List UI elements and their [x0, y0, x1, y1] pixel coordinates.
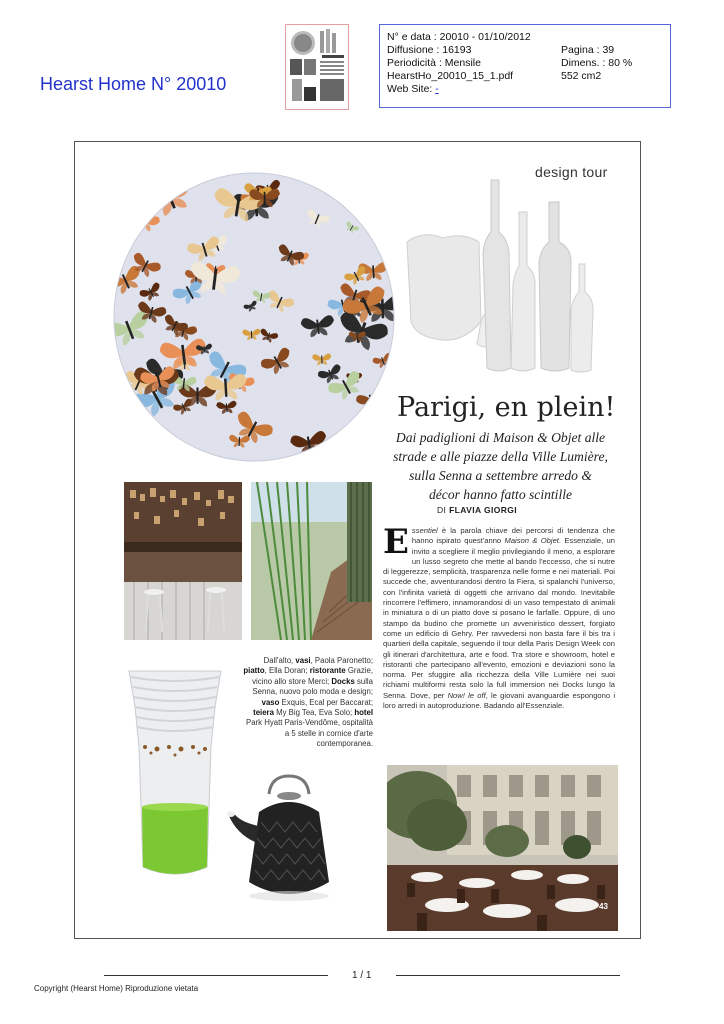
ceramic-vases-image: [403, 172, 608, 382]
periodicita: Periodicità : Mensile: [387, 57, 481, 69]
butterfly: [147, 172, 186, 197]
diffusione: Diffusione : 16193: [387, 44, 472, 56]
photo-caption: [241, 656, 373, 750]
section-label: design tour: [535, 164, 608, 180]
article-body: [383, 522, 616, 711]
caption-bold: Docks: [331, 676, 355, 686]
caption-text: , Paola Paronetto;: [310, 656, 373, 665]
byline-prefix: DI: [437, 505, 450, 515]
publication-title: Hearst Home N° 20010: [40, 74, 227, 94]
caption-bold: vaso: [261, 697, 280, 707]
website-label: Web Site:: [387, 83, 436, 95]
body-italic-1: ssentiel: [411, 526, 438, 535]
byline-author: FLAVIA GIORGI: [449, 505, 518, 515]
body-text-1: è la parola chiave dei percorsi di tendenza che hanno ispirato quest'anno: [411, 526, 615, 546]
crystal-vase-image: [125, 667, 225, 907]
footer-divider-left: [104, 975, 328, 976]
caption-text: , Ella Doran;: [264, 666, 310, 676]
caption-text: sulla Senna, nuovo polo moda e design;: [252, 676, 373, 697]
caption-bold: piatto: [243, 666, 265, 676]
number-date: N° e data : 20010 - 01/10/2012: [387, 31, 531, 43]
butterfly: [133, 191, 157, 212]
hotel-courtyard-photo: [387, 765, 618, 931]
byline: [437, 505, 517, 515]
restaurant-interior-photo: [124, 482, 242, 640]
body-text-3: , le giovani avanguardie espongono i loro arredi in autoproduzione. Badando all'Essenziale.: [383, 690, 616, 711]
butterfly-tray-image: [113, 172, 395, 462]
caption-text: Exquis, Ecal per Baccarat;: [279, 697, 373, 707]
copyright-notice: Copyright (Hearst Home) Riproduzione vietata: [34, 984, 199, 993]
butterfly: [131, 186, 162, 207]
caption-bold: hotel: [354, 708, 373, 718]
caption-text: Grazie, vicino allo store Merci;: [252, 666, 373, 686]
footer-divider-right: [396, 975, 620, 976]
caption-text: My Big Tea, Eva Solo;: [273, 708, 355, 718]
headline: Parigi, en plein!: [397, 392, 616, 423]
butterfly: [352, 418, 395, 451]
file-name: HearstHo_20010_15_1.pdf: [387, 70, 514, 82]
caption-bold: ristorante: [309, 666, 346, 676]
caption-text: Dall'alto,: [263, 656, 296, 665]
caption-bold: vasi: [295, 656, 311, 665]
body-italic-3: Now! le off: [447, 690, 486, 700]
caption-bold: teiera: [253, 708, 274, 718]
caption-text: Park Hyatt Paris-Vendôme, ospitalità a 5 stelle in cornice d'arte contemporanea.: [246, 718, 373, 749]
website-link[interactable]: -: [435, 83, 439, 95]
page-thumbnail[interactable]: [285, 24, 349, 110]
docks-terrace-photo: [251, 482, 372, 640]
body-text-2: . Essenziale, un invito a scegliere il meglio privilegiando il meno, a esplorare un lusso segreto che mette al bando l'eccesso, che si nutre di leggerezze, semplicità, trasparenza nelle forme e nei materiali. Poi succede che, avventurandosi dentro la Fiera, si spalanchi l'universo, con l'infinita varietà di oggetti che arrivano dal mondo. Inevitabile rincorrere l'effimero, innamorandosi di un vaso tempestato di animali in miniatura o di un piatto dove si posano le farfalle. Oppure, di uno stampo da budino che promette un avveniristico dessert, forgiato come un edificio di Gehry. Per ravvedersi non basta fare il bis tra i quartieri della capitale, seguendo il tour della Paris Design Week con gli itinerari d'architettura, arte e food. Tra store e showroom, hotel e ristoranti che partecipano all'evento, emozioni e deviazioni sono la norma. Per sfuggire alla ricchezza della Ville Lumière nei suoi richiami multiformi resta solo la full immersion nei Docks lungo la Senna. Dove, per: [383, 536, 615, 700]
magazine-page-number: 43: [599, 902, 608, 911]
area: 552 cm2: [561, 70, 602, 82]
teapot-image: [225, 772, 345, 912]
magazine-page: [74, 141, 641, 939]
pagina: Pagina : 39: [561, 44, 615, 56]
page-count: 1 / 1: [352, 970, 372, 981]
body-italic-2: Maison & Objet: [504, 536, 559, 546]
dimens: Dimens. : 80 %: [561, 57, 633, 69]
thumbnail-image: [286, 25, 348, 109]
publication-info-box: [379, 24, 671, 108]
drop-cap: E: [383, 522, 409, 562]
subheadline: Dai padiglioni di Maison & Objet alle strade e alle piazze della Ville Lumière, sulla Senna a settembre arredo & décor hanno fatto scintille: [393, 430, 608, 502]
